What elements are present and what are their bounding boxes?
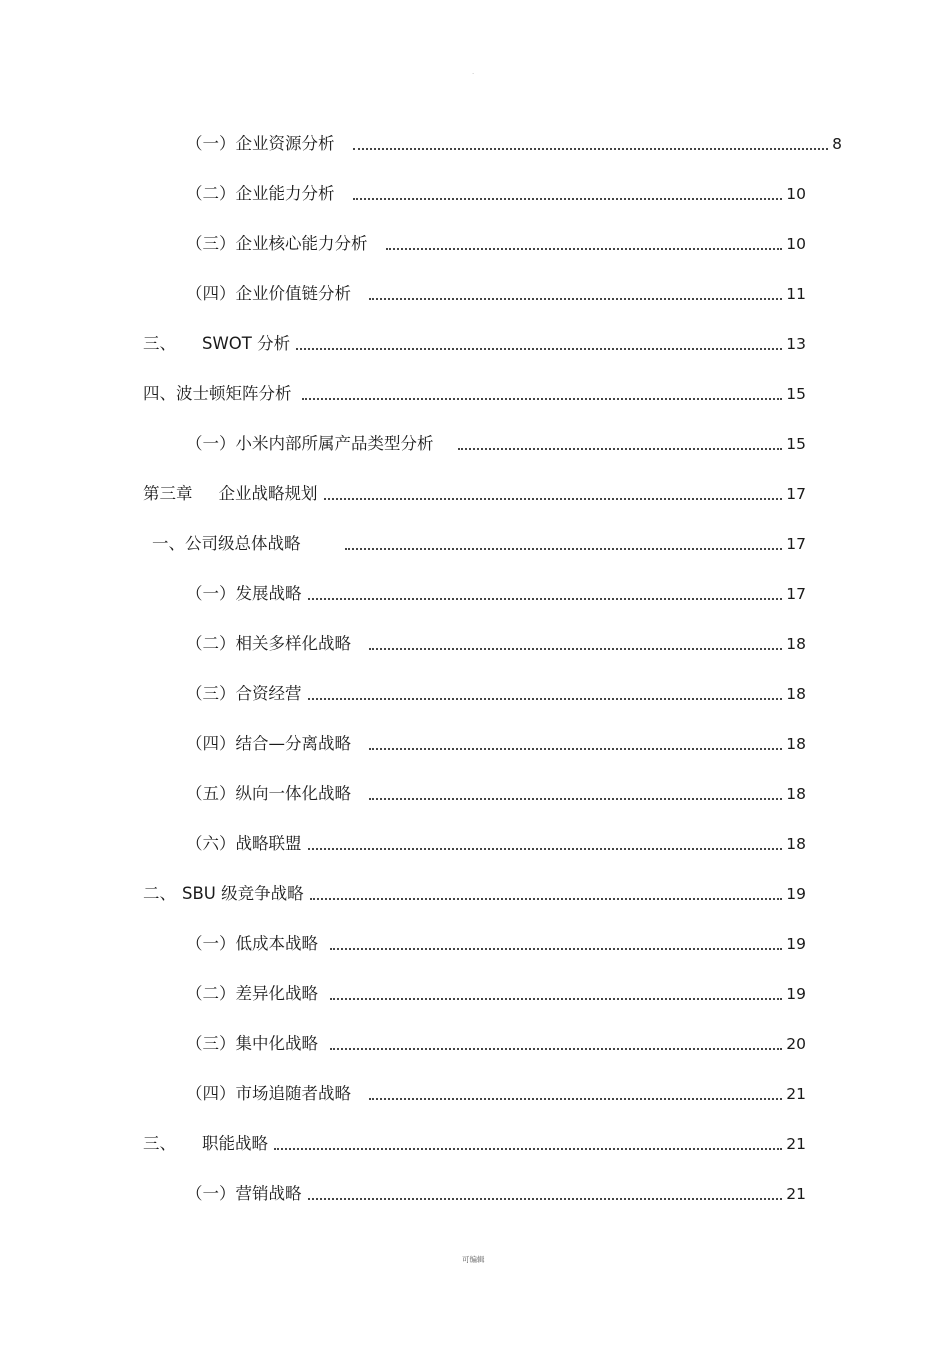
- dot-leader: [308, 1198, 783, 1200]
- toc-entry-title: 市场追随者战略: [235, 1084, 351, 1103]
- toc-entry-title: 相关多样化战略: [235, 634, 351, 653]
- toc-entry-page: 10: [786, 235, 806, 253]
- toc-entry-title: 发展战略: [235, 584, 302, 603]
- toc-entry-number: （二）: [186, 634, 236, 653]
- toc-entry-title: 差异化战略: [235, 984, 318, 1003]
- toc-entry-title: 企业价值链分析: [235, 284, 351, 303]
- dot-leader: [369, 648, 782, 650]
- toc-entry-title: 结合—分离战略: [235, 734, 351, 753]
- dot-leader: [330, 948, 782, 950]
- toc-entry[interactable]: [143, 1130, 806, 1154]
- toc-entry-page: 18: [786, 635, 806, 653]
- toc-entry-page: 20: [786, 1035, 806, 1053]
- dot-leader: [369, 298, 782, 300]
- toc-entry[interactable]: [186, 680, 806, 704]
- toc-entry-title: 纵向一体化战略: [235, 784, 351, 803]
- toc-entry-title: 低成本战略: [235, 934, 318, 953]
- toc-entry[interactable]: [143, 380, 806, 404]
- dot-leader: [353, 148, 829, 150]
- toc-entry-page: 11: [786, 285, 806, 303]
- toc-entry-page: 17: [786, 535, 806, 553]
- toc-entry-number: （五）: [186, 784, 236, 803]
- toc-entry-page: 8: [832, 135, 842, 153]
- toc-entry-number: （一）: [186, 934, 236, 953]
- toc-entry-title: 小米内部所属产品类型分析: [235, 434, 434, 453]
- toc-entry-number: 四、: [143, 384, 176, 403]
- toc-entry[interactable]: [186, 630, 806, 654]
- toc-entry[interactable]: [186, 730, 806, 754]
- toc-entry-number: （一）: [186, 584, 236, 603]
- toc-entry[interactable]: [186, 130, 842, 154]
- dot-leader: [308, 848, 783, 850]
- toc-entry[interactable]: [186, 430, 806, 454]
- dot-leader: [324, 498, 783, 500]
- toc-entry[interactable]: [186, 830, 806, 854]
- toc-entry-number: （三）: [186, 234, 236, 253]
- toc-entry-page: 15: [786, 435, 806, 453]
- toc-entry[interactable]: [186, 580, 806, 604]
- toc-entry-number: （二）: [186, 984, 236, 1003]
- toc-entry-page: 13: [786, 335, 806, 353]
- dot-leader: [302, 398, 783, 400]
- toc-entry-title: 集中化战略: [235, 1034, 318, 1053]
- dot-leader: [369, 1098, 782, 1100]
- toc-entry-number: （四）: [186, 1084, 236, 1103]
- toc-entry-title: 合资经营: [235, 684, 302, 703]
- toc-entry[interactable]: [143, 330, 806, 354]
- toc-entry-number: （四）: [186, 734, 236, 753]
- toc-entry-page: 21: [786, 1135, 806, 1153]
- dot-leader: [353, 198, 783, 200]
- toc-entry-title: 企业资源分析: [235, 134, 335, 153]
- toc-entry[interactable]: [186, 1180, 806, 1204]
- toc-entry-title: SWOT 分析: [202, 334, 291, 353]
- dot-leader: [345, 548, 783, 550]
- toc-entry-number: （一）: [186, 1184, 236, 1203]
- footer-label: 可编辑: [462, 1255, 485, 1264]
- toc-entry-page: 19: [786, 985, 806, 1003]
- toc-entry[interactable]: [186, 930, 806, 954]
- toc-entry[interactable]: [186, 280, 806, 304]
- toc-entry[interactable]: [186, 780, 806, 804]
- toc-entry-page: 15: [786, 385, 806, 403]
- toc-entry-number: （四）: [186, 284, 236, 303]
- toc-entry-number: （六）: [186, 834, 236, 853]
- toc-entry-number: 二、: [143, 884, 176, 903]
- toc-entry-title: 波士顿矩阵分析: [176, 384, 292, 403]
- dot-leader: [458, 448, 783, 450]
- toc-entry-page: 17: [786, 585, 806, 603]
- dot-leader: [369, 748, 782, 750]
- toc-entry-page: 21: [786, 1085, 806, 1103]
- toc-entry-page: 21: [786, 1185, 806, 1203]
- toc-entry-page: 10: [786, 185, 806, 203]
- toc-entry-number: （三）: [186, 1034, 236, 1053]
- toc-entry-number: （三）: [186, 684, 236, 703]
- dot-leader: [310, 898, 783, 900]
- toc-entry-page: 18: [786, 685, 806, 703]
- toc-entry-number: 第三章: [143, 484, 193, 503]
- toc-entry-page: 19: [786, 935, 806, 953]
- toc-entry-number: 三、: [143, 334, 176, 353]
- toc-entry-page: 18: [786, 835, 806, 853]
- toc-entry-title: SBU 级竞争战略: [182, 884, 304, 903]
- toc-entry-title: 战略联盟: [235, 834, 302, 853]
- toc-entry[interactable]: [143, 480, 806, 504]
- toc-entry-title: 企业能力分析: [235, 184, 335, 203]
- toc-entry-page: 18: [786, 735, 806, 753]
- toc-entry[interactable]: [186, 1030, 806, 1054]
- toc-entry-page: 17: [786, 485, 806, 503]
- dot-leader: [274, 1148, 782, 1150]
- toc-entry[interactable]: [186, 1080, 806, 1104]
- toc-entry-page: 19: [786, 885, 806, 903]
- toc-entry[interactable]: [143, 880, 806, 904]
- dot-leader: [330, 998, 782, 1000]
- toc-entry[interactable]: [186, 230, 806, 254]
- toc-entry-number: （二）: [186, 184, 236, 203]
- toc-entry-title: 职能战略: [202, 1134, 268, 1153]
- dot-leader: [308, 598, 783, 600]
- toc-entry-number: （一）: [186, 134, 236, 153]
- dot-leader: [330, 1048, 782, 1050]
- toc-entry[interactable]: [186, 180, 806, 204]
- toc-entry-title: 公司级总体战略: [185, 534, 301, 553]
- header-mark: ·: [472, 70, 475, 78]
- toc-entry-title: 企业核心能力分析: [235, 234, 368, 253]
- dot-leader: [386, 248, 783, 250]
- toc-entry-number: 一、: [152, 534, 185, 553]
- toc-entry-number: 三、: [143, 1134, 176, 1153]
- toc-entry[interactable]: [152, 530, 806, 554]
- dot-leader: [296, 348, 782, 350]
- dot-leader: [308, 698, 783, 700]
- dot-leader: [369, 798, 782, 800]
- toc-entry[interactable]: [186, 980, 806, 1004]
- toc-entry-number: （一）: [186, 434, 236, 453]
- toc-entry-title: 企业战略规划: [218, 484, 318, 503]
- toc-entry-page: 18: [786, 785, 806, 803]
- toc-entry-title: 营销战略: [235, 1184, 302, 1203]
